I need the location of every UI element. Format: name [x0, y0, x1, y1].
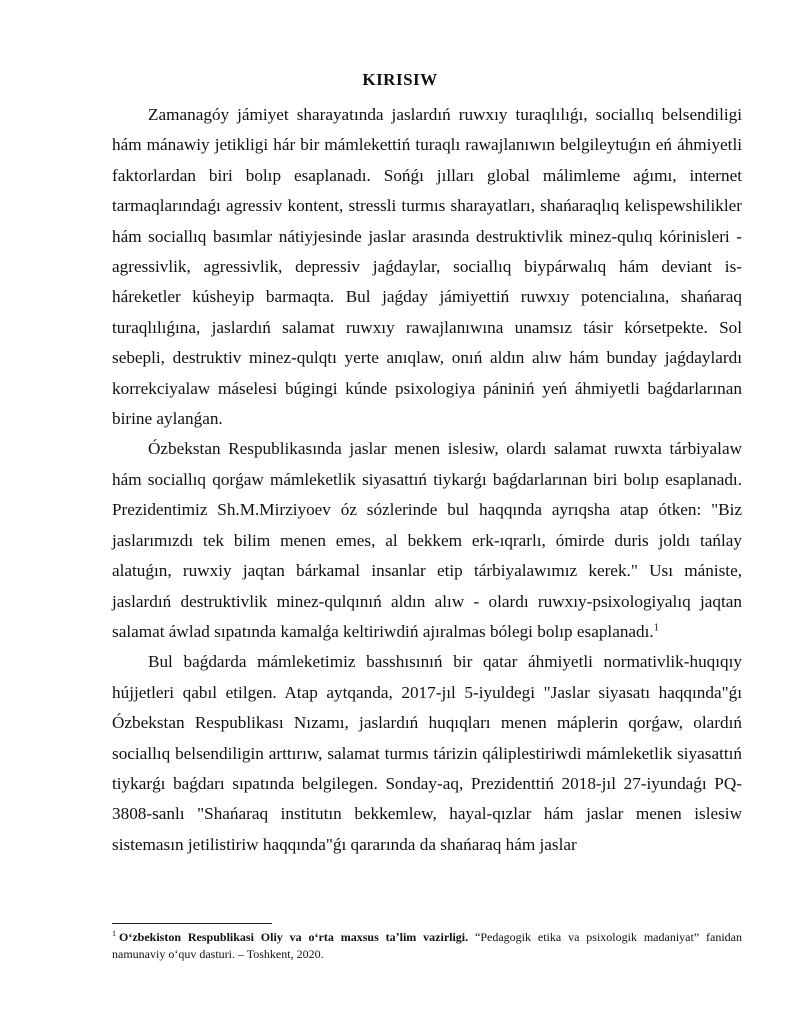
footnote-reference: 1	[653, 622, 659, 634]
page-title: KIRISIW	[362, 70, 438, 89]
footnote-text: “Pedagogik etika va psixologik madaniyat” fanidan namunaviy oʻquv dasturi. – Toshkent, 2020.	[112, 930, 743, 961]
paragraph-2-text: Ózbekstan Respublikasında jaslar menen islesiw, olardı salamat ruwxta tárbiyalaw hám sociallıq qorǵaw mámleketlik siyasattıń tiykarǵı baǵdarlarınan biri bolıp esaplanadı. Prezidentimiz Sh.M.Mirziyoev óz sózlerinde bul haqqında ayrıqsha atap ótken: "Biz jaslarımızdı tek bilim menen emes, al bekkem erk-ıqrarlı, ómirde duris joldı tańlay alatuǵın, ruwxiy jaqtan bárkamal insanlar etip tárbiyalawımız kerek." Usı mániste, jaslardıń destruktivlik minez-qulqınıń aldın alıw - olardı ruwxıy-psixologiyalıq jaqtan salamat áwlad sıpatında kamalǵa keltiriwdiń ajıralmas bólegi bolıp esaplanadı.	[112, 439, 742, 641]
paragraph-1: Zamanagóy jámiyet sharayatında jaslardıń ruwxıy turaqlılıǵı, sociallıq belsendiligi hám mánawiy jetikligi hár bir mámlekettiń turaqlı rawajlanıwın belgileytuǵın eń áhmiyetli faktorlardan biri bolıp esaplanadı. Sońǵı jılları global málimleme aǵımı, internet tarmaqlarındaǵı agressiv kontent, stressli turmıs sharayatları, shańaraqlıq kelispewshilikler hám sociallıq basımlar nátiyjesinde jaslar arasında destruktivlik minez-qulıq kórinisleri - agressivlik, agressivlik, depressiv jaǵdaylar, sociallıq biypárwalıq hám deviant is-háreketler kúsheyip barmaqta. Bul jaǵday jámiyettiń ruwxıy potencialına, shańaraq turaqlılıǵına, jaslardıń salamat ruwxıy rawajlanıwına unamsız tásir kórsetpekte. Sol sebepli, destruktiv minez-qulqtı yerte anıqlaw, onıń aldın alıw hám bunday jaǵdaylardı korrekciyalaw máselesi búgingi kúnde psixologiya pániniń yeń áhmiyetli baǵdarlarınan birine aylanǵan.	[112, 105, 742, 429]
paragraph-3: Bul baǵdarda mámleketimiz basshısınıń bir qatar áhmiyetli normativlik-huqıqıy hújjetleri qabıl etilgen. Atap aytqanda, 2017-jıl 5-iyuldegi "Jaslar siyasatı haqqında"ǵı Ózbekstan Respublikası Nızamı, jaslardıń huqıqları menen máplerin qorǵaw, olardıń sociallıq belsendiligin arttırıw, salamat turmıs tárizin qáliplestiriwdi mámleketlik siyasattıń tiykarǵı baǵdarı sıpatında belgilegen. Sonday-aq, Prezidenttiń 2018-jıl 27-iyundaǵı PQ-3808-sanlı "Shańaraq institutın bekkemlew, hayal-qızlar hám jaslar menen islesiw sistemasın jetilistiriw haqqında"ǵı qararında da shańaraq hám jaslar	[112, 652, 742, 854]
footnote	[112, 929, 742, 963]
paragraph-2	[112, 434, 742, 647]
footnote-divider	[112, 923, 272, 924]
footnote-number: 1	[112, 929, 116, 938]
footnote-bold-text: Oʻzbekiston Respublikasi Oliy va oʻrta maxsus taʼlim vazirligi.	[119, 930, 469, 944]
body-text	[112, 100, 742, 860]
